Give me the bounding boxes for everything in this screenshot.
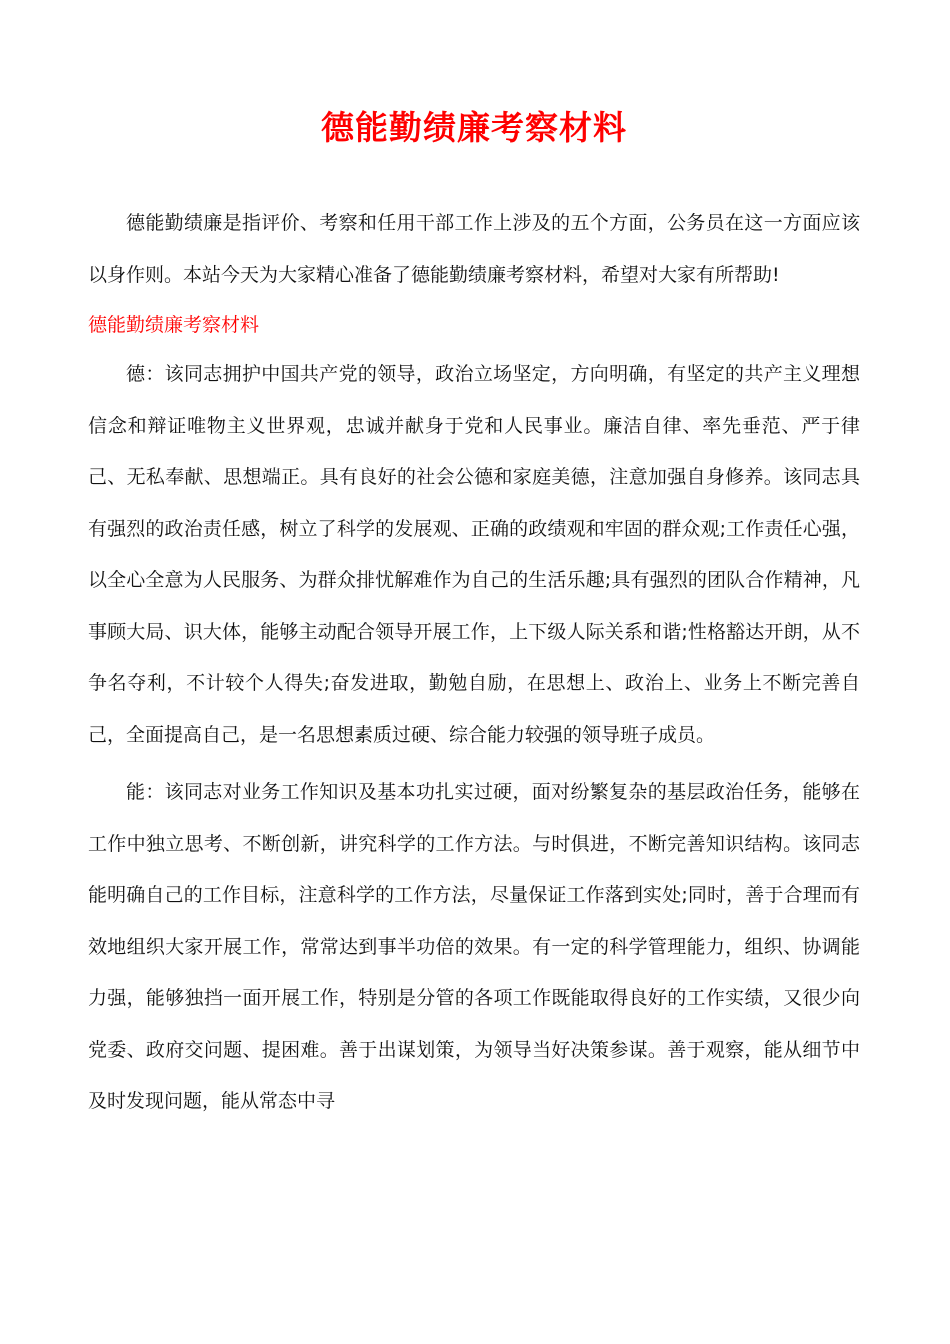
- virtue-paragraph: 德：该同志拥护中国共产党的领导，政治立场坚定，方向明确，有坚定的共产主义理想信念和辩证唯物主义世界观，忠诚并献身于党和人民事业。廉洁自律、率先垂范、严于律己、无私奉献、思想端正。具有良好的社会公德和家庭美德，注意加强自身修养。该同志具有强烈的政治责任感，树立了科学的发展观、正确的政绩观和牢固的群众观;工作责任心强，以全心全意为人民服务、为群众排忧解难作为自己的生活乐趣;具有强烈的团队合作精神，凡事顾大局、识大体，能够主动配合领导开展工作，上下级人际关系和谐;性格豁达开朗，从不争名夺利，不计较个人得失;奋发进取，勤勉自励，在思想上、政治上、业务上不断完善自己，全面提高自己，是一名思想素质过硬、综合能力较强的领导班子成员。: [88, 363, 860, 746]
- intro-paragraph: 德能勤绩廉是指评价、考察和任用干部工作上涉及的五个方面，公务员在这一方面应该以身作则。本站今天为大家精心准备了德能勤绩廉考察材料，希望对大家有所帮助!: [88, 212, 860, 286]
- document-title: 德能勤绩廉考察材料: [321, 108, 627, 147]
- ability-paragraph: 能：该同志对业务工作知识及基本功扎实过硬，面对纷繁复杂的基层政治任务，能够在工作中独立思考、不断创新，讲究科学的工作方法。与时俱进，不断完善知识结构。该同志能明确自己的工作目标，注意科学的工作方法，尽量保证工作落到实处;同时，善于合理而有效地组织大家开展工作，常常达到事半功倍的效果。有一定的科学管理能力，组织、协调能力强，能够独挡一面开展工作，特别是分管的各项工作既能取得良好的工作实绩，又很少向党委、政府交问题、提困难。善于出谋划策，为领导当好决策参谋。善于观察，能从细节中及时发现问题，能从常态中寻: [88, 781, 860, 1112]
- section-heading: 德能勤绩廉考察材料: [88, 314, 260, 336]
